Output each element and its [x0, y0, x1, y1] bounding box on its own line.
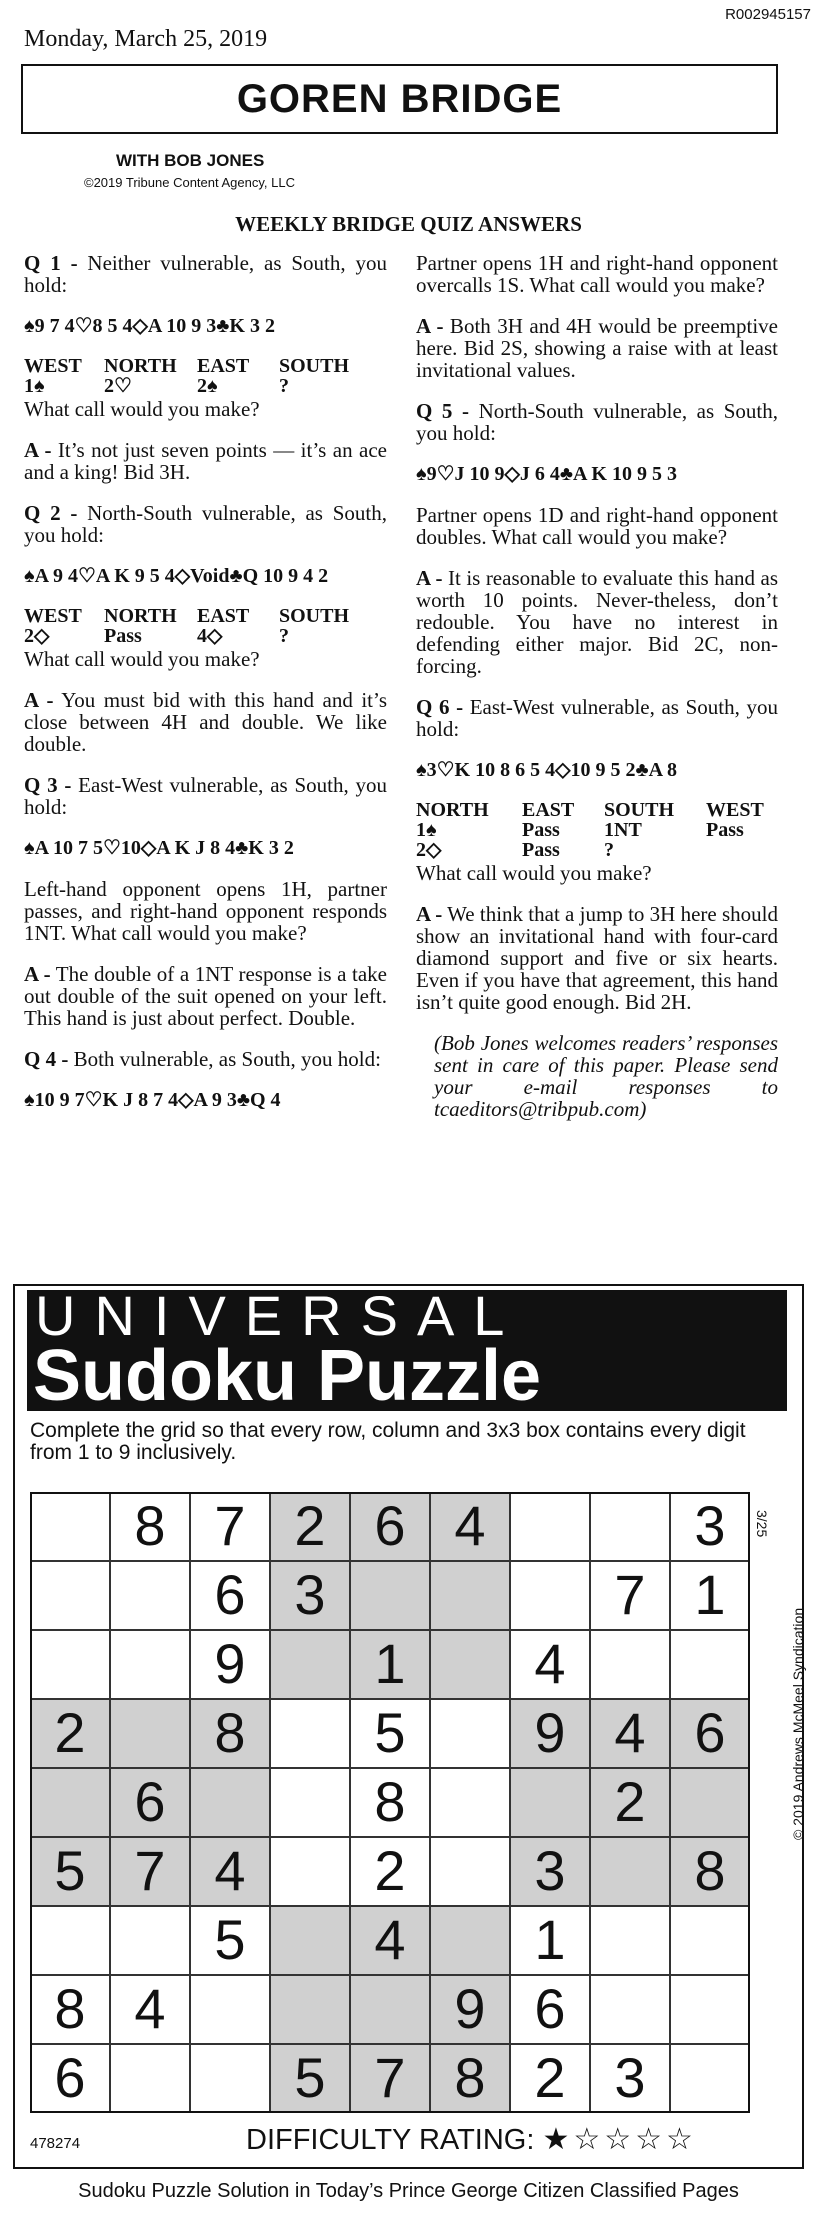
sudoku-puzzle-id: 478274: [30, 2135, 81, 2152]
sudoku-cell[interactable]: [30, 1630, 110, 1699]
q2-prompt: What call would you make?: [24, 647, 260, 671]
sudoku-cell[interactable]: [350, 1975, 430, 2044]
sudoku-cell[interactable]: 3: [510, 1837, 590, 1906]
bid-header: WEST: [24, 355, 82, 377]
sudoku-cell[interactable]: [430, 1699, 510, 1768]
sudoku-cell[interactable]: [110, 1906, 190, 1975]
q4-label: Q 4 -: [24, 1047, 69, 1071]
q6-question: [416, 696, 778, 740]
sudoku-cell[interactable]: 4: [110, 1975, 190, 2044]
q2-label: Q 2 -: [24, 501, 78, 525]
sudoku-cell[interactable]: 7: [350, 2044, 430, 2113]
sudoku-cell[interactable]: [510, 1492, 590, 1561]
bid-header: SOUTH: [279, 355, 350, 377]
sudoku-cell[interactable]: 7: [190, 1492, 270, 1561]
sudoku-cell[interactable]: 1: [510, 1906, 590, 1975]
sudoku-cell[interactable]: 2: [30, 1699, 110, 1768]
q2-answer-label: A -: [24, 688, 54, 712]
sudoku-cell[interactable]: [110, 1561, 190, 1630]
sudoku-cell[interactable]: [430, 1630, 510, 1699]
sudoku-copyright: © 2019 Andrews McMeel Syndication: [790, 1607, 806, 1840]
q1-answer: [24, 439, 387, 483]
q6-bidding-table: [416, 800, 764, 860]
q2-text: North-South vulnerable, as South, you hold:: [24, 501, 387, 547]
bid-cell: 1♠: [416, 819, 437, 841]
sudoku-cell[interactable]: [270, 1837, 350, 1906]
sudoku-cell[interactable]: [30, 1768, 110, 1837]
publication-date: Monday, March 25, 2019: [24, 26, 268, 52]
sudoku-cell[interactable]: [30, 1492, 110, 1561]
q2-auction: [24, 606, 387, 670]
sudoku-cell[interactable]: 8: [30, 1975, 110, 2044]
sudoku-cell[interactable]: 3: [590, 2044, 670, 2113]
q5-answer: [416, 567, 778, 677]
sudoku-grid: [30, 1492, 750, 2113]
bid-header: SOUTH: [279, 605, 350, 627]
q3-situation: Left-hand opponent opens 1H, partner passes, and right-hand opponent responds 1NT. What call would you make?: [24, 877, 387, 945]
document-id: R002945157: [725, 6, 811, 23]
sudoku-cell[interactable]: [270, 1975, 350, 2044]
sudoku-cell[interactable]: [430, 1906, 510, 1975]
q5-text: North-South vulnerable, as South, you hold:: [416, 399, 779, 445]
sudoku-cell[interactable]: 3: [270, 1561, 350, 1630]
bid-header: EAST: [197, 355, 250, 377]
sudoku-cell[interactable]: 2: [270, 1492, 350, 1561]
q4-answer-text: Both 3H and 4H would be preemptive here. Bid 2S, showing a raise with at least invitational values.: [416, 314, 778, 382]
q4-answer-label: A -: [416, 314, 444, 338]
q3-label: Q 3 -: [24, 773, 72, 797]
difficulty-label: DIFFICULTY RATING:: [246, 2124, 535, 2156]
q3-answer-text: The double of a 1NT response is a take out double of the suit opened on your left. This hand is just about perfect. Double.: [24, 962, 388, 1030]
signoff-note: (Bob Jones welcomes readers’ responses sent in care of this paper. Please send your e-mail responses to tcaeditors@tribpub.com): [434, 1031, 778, 1121]
q3-hand: ♠A 10 7 5♡10◇A K J 8 4♣K 3 2: [24, 837, 294, 859]
q5-situation: Partner opens 1D and right-hand opponent doubles. What call would you make?: [416, 503, 778, 549]
sudoku-cell[interactable]: [670, 1630, 750, 1699]
sudoku-cell[interactable]: 4: [350, 1906, 430, 1975]
quiz-heading: WEEKLY BRIDGE QUIZ ANSWERS: [235, 212, 582, 236]
title-box: [21, 64, 778, 134]
sudoku-cell[interactable]: 8: [350, 1768, 430, 1837]
bid-header: NORTH: [416, 799, 489, 821]
bid-cell: 2♠: [197, 375, 218, 397]
sudoku-cell[interactable]: 4: [190, 1837, 270, 1906]
sudoku-cell[interactable]: [670, 1975, 750, 2044]
bid-cell: ?: [604, 839, 614, 861]
bid-header: NORTH: [104, 355, 177, 377]
sudoku-cell[interactable]: 3: [670, 1492, 750, 1561]
sudoku-cell[interactable]: [110, 2044, 190, 2113]
sudoku-cell[interactable]: 9: [190, 1630, 270, 1699]
q6-answer: [416, 903, 778, 1013]
sudoku-cell[interactable]: 4: [590, 1699, 670, 1768]
q1-question: [24, 252, 387, 296]
bid-cell: Pass: [522, 839, 560, 861]
byline: WITH BOB JONES: [116, 151, 265, 170]
q2-answer-text: You must bid with this hand and it’s close between 4H and double. We like double.: [24, 688, 388, 756]
q1-prompt: What call would you make?: [24, 397, 260, 421]
sudoku-cell[interactable]: [430, 1561, 510, 1630]
bid-header: SOUTH: [604, 799, 675, 821]
bid-header: WEST: [24, 605, 82, 627]
sudoku-cell[interactable]: [30, 1906, 110, 1975]
bid-cell: 2◇: [24, 625, 50, 647]
bid-cell: Pass: [522, 819, 560, 841]
sudoku-cell[interactable]: 8: [190, 1699, 270, 1768]
q6-answer-text: We think that a jump to 3H here should show an invitational hand with four-card diamond support and five or six hearts. Even if you have that agreement, this hand isn’t quite good enough. Bid 2H.: [416, 902, 778, 1014]
q6-label: Q 6 -: [416, 695, 464, 719]
q2-hand: ♠A 9 4♡A K 9 5 4◇Void♣Q 10 9 4 2: [24, 565, 329, 587]
sudoku-cell[interactable]: [30, 1561, 110, 1630]
sudoku-brand-main: Sudoku Puzzle: [33, 1336, 542, 1416]
sudoku-cell[interactable]: 2: [590, 1768, 670, 1837]
sudoku-cell[interactable]: 2: [350, 1837, 430, 1906]
sudoku-instructions: Complete the grid so that every row, column and 3x3 box contains every digit from 1 to 9 inclusively.: [30, 1419, 746, 1464]
sudoku-cell[interactable]: [590, 1492, 670, 1561]
q4-question: [24, 1048, 387, 1070]
difficulty-rating: [246, 2122, 697, 2157]
bid-cell: 4◇: [197, 625, 223, 647]
sudoku-cell[interactable]: 8: [110, 1492, 190, 1561]
q2-bidding-table: [24, 606, 349, 646]
q6-prompt: What call would you make?: [416, 861, 652, 885]
sudoku-cell[interactable]: 4: [510, 1630, 590, 1699]
sudoku-cell[interactable]: 9: [510, 1699, 590, 1768]
sudoku-cell[interactable]: 6: [110, 1768, 190, 1837]
sudoku-date-code: 3/25: [754, 1510, 770, 1538]
q3-text: East-West vulnerable, as South, you hold:: [24, 773, 388, 819]
q3-answer-label: A -: [24, 962, 51, 986]
q1-answer-label: A -: [24, 438, 52, 462]
page-title: GOREN BRIDGE: [236, 77, 563, 121]
q1-label: Q 1 -: [24, 251, 78, 275]
sudoku-cell[interactable]: [590, 1975, 670, 2044]
sudoku-cell[interactable]: [190, 1975, 270, 2044]
sudoku-cell[interactable]: 8: [670, 1837, 750, 1906]
bid-cell: 1NT: [604, 819, 642, 841]
sudoku-cell[interactable]: 2: [510, 2044, 590, 2113]
sudoku-cell[interactable]: [590, 1837, 670, 1906]
q5-hand: ♠9♡J 10 9◇J 6 4♣A K 10 9 5 3: [416, 463, 677, 485]
q6-answer-label: A -: [416, 902, 443, 926]
bid-header: EAST: [522, 799, 575, 821]
sudoku-cell[interactable]: 1: [670, 1561, 750, 1630]
column-copyright: ©2019 Tribune Content Agency, LLC: [84, 175, 295, 190]
sudoku-cell[interactable]: 7: [590, 1561, 670, 1630]
sudoku-cell[interactable]: [430, 1837, 510, 1906]
sudoku-cell[interactable]: 8: [430, 2044, 510, 2113]
difficulty-stars: ★☆☆☆☆: [542, 2123, 697, 2156]
q1-auction: [24, 356, 387, 420]
bid-header: EAST: [197, 605, 250, 627]
q5-answer-text: It is reasonable to evaluate this hand as worth 10 points. Never-theless, don’t redouble. You have no interest in defending either major. Bid 2C, non-forcing.: [416, 566, 779, 678]
sudoku-cell[interactable]: 1: [350, 1630, 430, 1699]
sudoku-brand-top: UNIVERSAL: [35, 1284, 524, 1347]
sudoku-cell[interactable]: [270, 1768, 350, 1837]
q1-text: Neither vulnerable, as South, you hold:: [24, 251, 387, 297]
sudoku-banner: [27, 1284, 787, 1416]
bid-header: NORTH: [104, 605, 177, 627]
sudoku-cell[interactable]: 7: [110, 1837, 190, 1906]
column-right: [416, 252, 778, 1139]
q3-answer: [24, 963, 387, 1029]
sudoku-cell[interactable]: [590, 1630, 670, 1699]
q6-hand: ♠3♡K 10 8 6 5 4◇10 9 5 2♣A 8: [416, 759, 677, 781]
sudoku-cell[interactable]: [510, 1768, 590, 1837]
sudoku-cell[interactable]: 4: [430, 1492, 510, 1561]
sudoku-cell[interactable]: [110, 1699, 190, 1768]
footer-note: Sudoku Puzzle Solution in Today’s Prince George Citizen Classified Pages: [78, 2180, 739, 2202]
sudoku-cell[interactable]: [670, 1906, 750, 1975]
q6-text: East-West vulnerable, as South, you hold:: [416, 695, 778, 741]
q4-text: Both vulnerable, as South, you hold:: [68, 1047, 381, 1071]
bid-cell: Pass: [706, 819, 744, 841]
sudoku-cell[interactable]: [510, 1561, 590, 1630]
q4-hand: ♠10 9 7♡K J 8 7 4◇A 9 3♣Q 4: [24, 1089, 281, 1111]
sudoku-cell[interactable]: 6: [30, 2044, 110, 2113]
sudoku-cell[interactable]: [350, 1561, 430, 1630]
sudoku-cell[interactable]: 5: [350, 1699, 430, 1768]
sudoku-cell[interactable]: 5: [270, 2044, 350, 2113]
sudoku-cell[interactable]: [110, 1630, 190, 1699]
bid-cell: [706, 840, 764, 860]
sudoku-cell[interactable]: [670, 1768, 750, 1837]
bid-cell: ?: [279, 625, 289, 647]
q1-hand: ♠9 7 4♡8 5 4◇A 10 9 3♣K 3 2: [24, 315, 275, 337]
q5-label: Q 5 -: [416, 399, 470, 423]
q1-answer-text: It’s not just seven points — it’s an ace and a king! Bid 3H.: [24, 438, 387, 484]
bid-cell: 2♡: [104, 375, 132, 397]
sudoku-cell[interactable]: 6: [510, 1975, 590, 2044]
sudoku-cell[interactable]: 6: [670, 1699, 750, 1768]
q4-situation: Partner opens 1H and right-hand opponent overcalls 1S. What call would you make?: [416, 251, 778, 297]
q2-question: [24, 502, 387, 546]
sudoku-cell[interactable]: 5: [190, 1906, 270, 1975]
q5-answer-label: A -: [416, 566, 443, 590]
sudoku-cell[interactable]: [270, 1699, 350, 1768]
q6-auction: [416, 800, 778, 884]
q2-answer: [24, 689, 387, 755]
q5-question: [416, 400, 778, 444]
sudoku-cell[interactable]: [190, 1768, 270, 1837]
sudoku-cell[interactable]: 6: [350, 1492, 430, 1561]
bid-cell: 2◇: [416, 839, 442, 861]
sudoku-cell[interactable]: [590, 1906, 670, 1975]
sudoku-cell[interactable]: [670, 2044, 750, 2113]
sudoku-cell[interactable]: [190, 2044, 270, 2113]
sudoku-cell[interactable]: 9: [430, 1975, 510, 2044]
q3-question: [24, 774, 387, 818]
bid-header: WEST: [706, 799, 764, 821]
q1-bidding-table: [24, 356, 349, 396]
bid-cell: Pass: [104, 625, 142, 647]
sudoku-cell[interactable]: 6: [190, 1561, 270, 1630]
sudoku-cell[interactable]: [430, 1768, 510, 1837]
q4-answer: [416, 315, 778, 381]
sudoku-cell[interactable]: 5: [30, 1837, 110, 1906]
column-left: [24, 252, 387, 1130]
sudoku-cell[interactable]: [270, 1630, 350, 1699]
bid-cell: ?: [279, 375, 289, 397]
sudoku-cell[interactable]: [270, 1906, 350, 1975]
bid-cell: 1♠: [24, 375, 45, 397]
